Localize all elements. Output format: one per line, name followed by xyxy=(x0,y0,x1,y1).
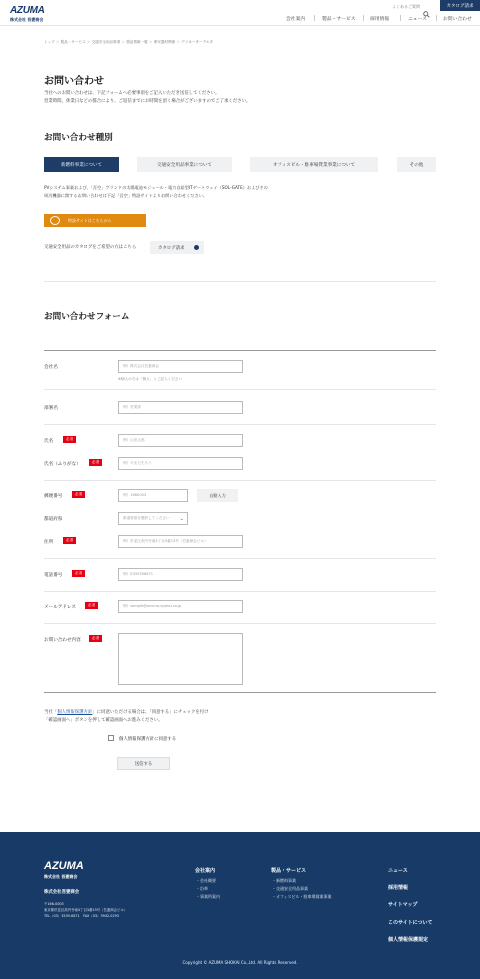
page-title: お問い合わせ xyxy=(44,76,104,87)
intro-text-2: 営業時間、休業日などの都合により、ご返信までにお時間を頂く場合がございますのでご了承ください。 xyxy=(44,99,251,104)
message-label: お問い合わせ内容 xyxy=(44,638,81,643)
policy-text-1 xyxy=(44,709,209,715)
row-divider xyxy=(44,389,436,390)
faq-link[interactable]: よくあるご質問 xyxy=(392,4,420,9)
nav-recruit[interactable]: 採用情報 xyxy=(370,17,390,22)
nav-news[interactable]: ニュース xyxy=(408,17,427,22)
footer-link[interactable]: ・交通安全用品事業 xyxy=(272,886,308,891)
required-badge: 必須 xyxy=(72,491,85,498)
footer-news-link[interactable]: ニュース xyxy=(388,868,408,874)
search-icon[interactable] xyxy=(423,3,430,10)
footer-sitemap-link[interactable]: サイトマップ xyxy=(388,902,418,908)
category-heading: お問い合わせ種別 xyxy=(44,133,113,143)
required-badge: 必須 xyxy=(89,459,102,466)
logo-text: AZUMA xyxy=(10,5,45,16)
required-badge: 必須 xyxy=(63,537,76,544)
policy-text-before: 当社「 xyxy=(44,710,58,715)
breadcrumb[interactable]: トップ ＞ 製品・サービス ＞ 交通安全用品事業 ＞ 製品情報一覧 ＞ 保安器材関係 ＞ デリネーターデルタ xyxy=(44,40,214,44)
tab-office-parking[interactable]: オフィスビル・駐車場貸業事業について xyxy=(250,157,378,172)
kana-label: 氏名（ふりがな） xyxy=(44,462,81,467)
kana-input[interactable]: 例）やまだたろう xyxy=(118,457,243,470)
site-header xyxy=(0,0,480,26)
tel-input[interactable]: 例）0335396871 xyxy=(118,568,243,581)
copyright: Copyright © AZUMA SHOKAI Co.,Ltd. All Rights Reserved. xyxy=(182,960,298,965)
footer-link[interactable]: ・会社概要 xyxy=(196,878,216,883)
row-divider xyxy=(44,558,436,559)
company-note: ※個人の方は「個人」とご記入ください xyxy=(118,377,183,381)
footer-tel: TEL（03）3539-6871 FAX（03）3942-0293 xyxy=(44,914,119,918)
pref-select[interactable] xyxy=(118,512,188,525)
tel-label: 電話番号 xyxy=(44,573,63,578)
row-divider xyxy=(44,480,436,481)
auto-fill-button[interactable]: 自動入力 xyxy=(197,489,238,502)
message-textarea[interactable] xyxy=(118,633,243,685)
email-input[interactable]: 例）sample@azuma-syokai.co.jp xyxy=(118,600,243,613)
policy-text-2: 「確認画面へ」ボタンを押して確認画面へお進みください。 xyxy=(44,718,163,723)
logo-subtext: 株式会社 吾妻商会 xyxy=(10,17,44,22)
site-logo[interactable] xyxy=(10,5,58,23)
required-badge: 必須 xyxy=(85,602,98,609)
special-site-label: 特設サイトはこちらから xyxy=(68,217,112,223)
footer-company-link[interactable]: 会社案内 xyxy=(195,868,216,874)
footer-recruit-link[interactable]: 採用情報 xyxy=(388,885,409,891)
agree-checkbox[interactable] xyxy=(108,735,114,741)
submit-button[interactable]: 送信する xyxy=(117,757,170,770)
nav-divider xyxy=(314,15,315,21)
footer-company: 株式会社吾妻商会 xyxy=(44,890,80,895)
chevron-down-icon: ⌄ xyxy=(179,516,184,522)
agree-label[interactable]: 個人情報保護方針に同意する xyxy=(119,737,177,742)
nav-divider xyxy=(436,15,437,21)
privacy-policy-link[interactable]: 個人情報保護方針 xyxy=(57,710,93,715)
nav-divider xyxy=(363,15,364,21)
address-input[interactable]: 例）杉並区高円寺南4丁目3番13号（吾妻商会ビル） xyxy=(118,535,243,548)
nav-contact[interactable]: お問い合わせ xyxy=(443,17,472,22)
tab-new-fuel[interactable]: 新燃料事業について xyxy=(44,157,119,172)
address-label: 住所 xyxy=(44,540,54,545)
row-divider xyxy=(44,424,436,425)
footer-logo-subtext: 株式会社 吾妻商会 xyxy=(44,874,78,879)
zip-input[interactable]: 例）1660003 xyxy=(118,489,188,502)
footer-logo[interactable]: AZUMA xyxy=(44,860,84,872)
name-label: 氏名 xyxy=(44,439,54,444)
footer-link[interactable]: ・事業所案内 xyxy=(196,894,220,899)
sun-logo-icon xyxy=(50,216,60,225)
footer-about-link[interactable]: このサイトについて xyxy=(388,920,433,926)
form-bottom-border xyxy=(44,692,436,693)
footer-link[interactable]: ・新燃料事業 xyxy=(272,878,296,883)
pref-label: 都道府県 xyxy=(44,517,63,522)
category-desc-1: PVシステム事業および、「吾空」ブランドの太陽電池モジュール・電力自給型ITゲートウェイ（SOL-GATE）およびその xyxy=(44,185,268,190)
footer-privacy-link[interactable]: 個人情報保護規定 xyxy=(388,937,429,943)
catalog-note: 交通安全用品のカタログをご希望の方はこちら xyxy=(44,245,137,250)
company-label: 会社名 xyxy=(44,365,58,370)
required-badge: 必須 xyxy=(63,436,76,443)
footer-link[interactable]: ・オフィスビル・駐車場貸業事業 xyxy=(272,894,332,899)
row-divider xyxy=(44,591,436,592)
footer-products-link[interactable]: 製品・サービス xyxy=(271,868,307,874)
intro-text-1: 当社へのお問い合わせは、下記フォームへ必要事項をご記入いただき送信してください。 xyxy=(44,91,220,96)
footer-zip: 〒166-0003 xyxy=(44,902,64,906)
site-footer xyxy=(0,832,480,979)
zip-label: 郵便番号 xyxy=(44,494,63,499)
form-heading: お問い合わせフォーム xyxy=(44,312,130,322)
tab-other[interactable]: その他 xyxy=(397,157,436,172)
category-desc-2: 周辺機器に関するお問い合わせは下記「吾空」特設サイトよりお問い合わせください。 xyxy=(44,193,208,198)
section-divider xyxy=(44,281,436,282)
form-top-border xyxy=(44,350,436,351)
company-input[interactable]: 例）株式会社吾妻商会 xyxy=(118,360,243,373)
required-badge: 必須 xyxy=(72,570,85,577)
special-site-button[interactable] xyxy=(44,214,146,227)
catalog-request-button[interactable]: カタログ請求 xyxy=(440,0,480,11)
department-label: 部署名 xyxy=(44,406,58,411)
catalog-request-button-2[interactable] xyxy=(150,241,204,254)
footer-link[interactable]: ・沿革 xyxy=(196,886,208,891)
row-divider xyxy=(44,623,436,624)
required-badge: 必須 xyxy=(89,635,102,642)
department-input[interactable]: 例）営業部 xyxy=(118,401,243,414)
catalog-request-label: カタログ請求 xyxy=(158,245,185,251)
nav-products[interactable]: 製品・サービス xyxy=(322,17,356,22)
name-input[interactable]: 例）山田太郎 xyxy=(118,434,243,447)
arrow-circle-icon xyxy=(194,245,199,250)
nav-divider xyxy=(400,15,401,21)
tab-traffic-safety[interactable]: 交通安全用品事業について xyxy=(137,157,232,172)
email-label: メールアドレス xyxy=(44,605,76,610)
policy-text-after: 」に同意いただける場合は、「同意する」にチェックを付け xyxy=(92,710,209,715)
footer-address: 東京都杉並区高円寺南4丁目3番13号（吾妻商会ビル） xyxy=(44,908,128,912)
pref-select-value: 都道府県を選択してください xyxy=(123,516,170,520)
nav-company[interactable]: 会社案内 xyxy=(286,17,306,22)
